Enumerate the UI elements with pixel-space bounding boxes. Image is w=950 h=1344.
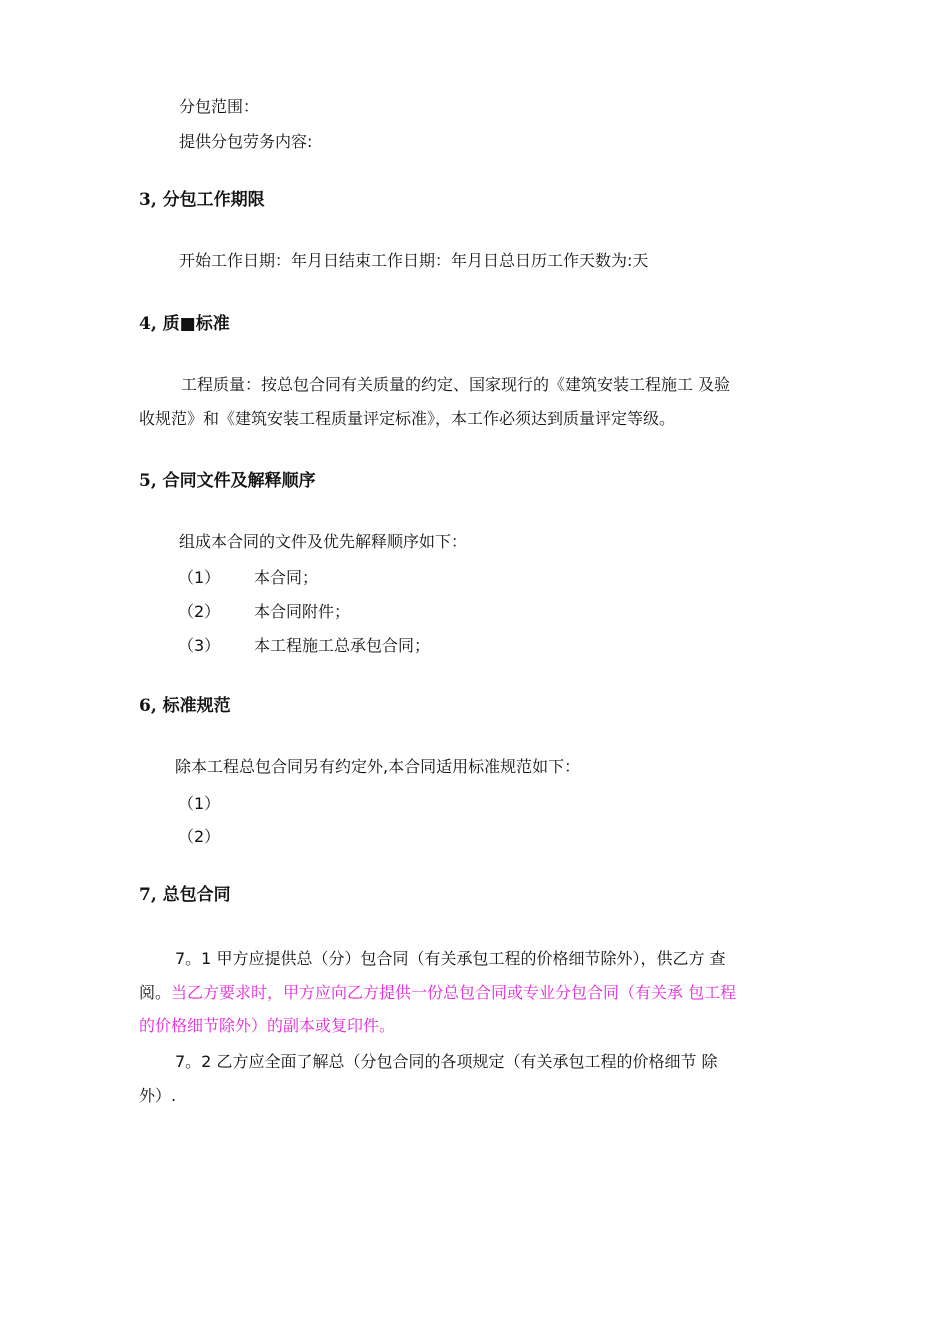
section-4-body-line-1: 工程质量：按总包合同有关质量的约定、国家现行的《建筑安装工程施工 及验 <box>181 375 731 394</box>
section-3-title: 分包工作期限 <box>162 190 265 210</box>
section-7-para-1-line-1: 7。1 甲方应提供总（分）包合同（有关承包工程的价格细节除外），供乙方 查 <box>175 949 726 968</box>
list-item: （1） <box>178 794 221 813</box>
labor-content-label: 提供分包劳务内容: <box>179 132 313 151</box>
section-3-body: 开始工作日期：年月日结束工作日期：年月日总日历工作天数为:天 <box>179 251 649 270</box>
section-7-highlighted-text-continued: 的价格细节除外）的副本或复印件。 <box>139 1016 396 1035</box>
list-item <box>178 601 350 623</box>
section-3-number: 3, <box>139 190 157 210</box>
list-item-text: 本合同附件； <box>254 602 351 621</box>
list-item-text: 本工程施工总承包合同； <box>254 636 431 655</box>
section-5-title: 合同文件及解释顺序 <box>162 471 316 491</box>
subcontract-scope-label: 分包范围： <box>179 97 260 116</box>
section-5-heading <box>139 470 316 492</box>
section-7-para-1-line-2 <box>139 982 736 1004</box>
section-5-intro: 组成本合同的文件及优先解释顺序如下： <box>179 532 468 551</box>
section-6-title: 标准规范 <box>162 696 231 716</box>
list-item-index: （2） <box>178 602 221 621</box>
section-4-heading <box>139 313 230 335</box>
section-7-number: 7, <box>139 885 157 905</box>
list-item <box>178 567 318 589</box>
section-3-heading <box>139 189 265 211</box>
section-6-intro: 除本工程总包合同另有约定外,本合同适用标准规范如下： <box>175 757 581 776</box>
section-4-body-line-2: 收规范》和《建筑安装工程质量评定标准》，本工作必须达到质量评定等级。 <box>139 409 676 428</box>
section-4-title: 质■标准 <box>162 314 230 334</box>
list-item-index: （1） <box>178 568 221 587</box>
section-6-number: 6, <box>139 696 157 716</box>
section-5-number: 5, <box>139 471 157 491</box>
list-item <box>178 635 430 657</box>
section-7-para-2-line-2: 外）. <box>139 1086 177 1105</box>
list-item-text: 本合同； <box>254 568 319 587</box>
section-6-heading <box>139 695 231 717</box>
section-7-para-2-line-1: 7。2 乙方应全面了解总（分包合同的各项规定（有关承包工程的价格细节 除 <box>175 1052 718 1071</box>
list-item: （2） <box>178 827 221 846</box>
section-7-heading <box>139 884 231 906</box>
section-7-para-1-plain-text: 阅。 <box>139 983 172 1002</box>
section-7-title: 总包合同 <box>162 885 231 905</box>
section-4-number: 4, <box>139 314 157 334</box>
list-item-index: （3） <box>178 636 221 655</box>
section-7-highlighted-text: 当乙方要求时，甲方应向乙方提供一份总包合同或专业分包合同（有关承 包工程 <box>171 983 737 1002</box>
